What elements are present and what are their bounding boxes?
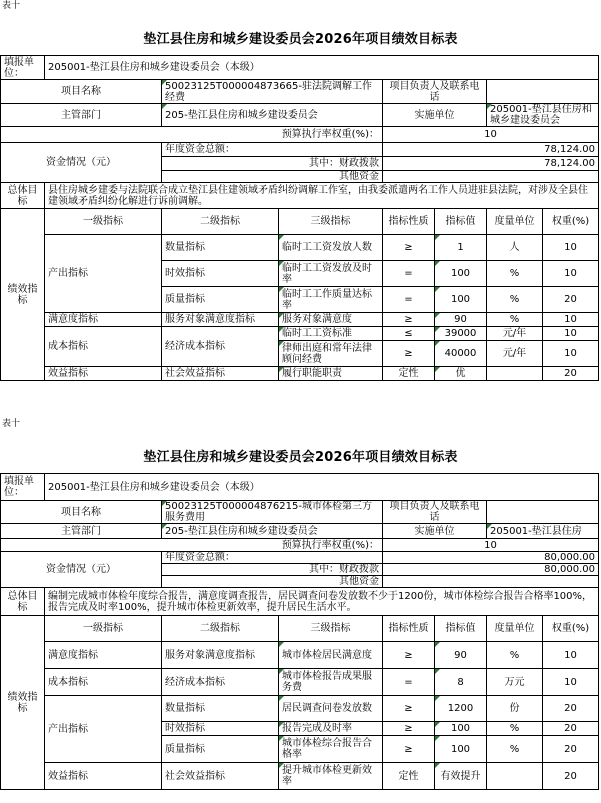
row-unit: % bbox=[487, 287, 543, 313]
row-value: 8 bbox=[435, 669, 487, 696]
row-l2: 经济成本指标 bbox=[162, 669, 279, 696]
other-label: 其他资金 bbox=[162, 171, 383, 183]
row-l3: 律师出庭和常年法律顾问经费 bbox=[279, 341, 383, 367]
row-l3: 履行职能职责 bbox=[279, 367, 383, 381]
row-l2: 质量指标 bbox=[162, 287, 279, 313]
row-value: 100 bbox=[435, 287, 487, 313]
project-leader-label: 项目负责人及联系电话 bbox=[383, 501, 487, 524]
row-unit: % bbox=[487, 642, 543, 669]
performance-table bbox=[0, 473, 599, 790]
other bbox=[383, 171, 599, 183]
row-unit: 元/年 bbox=[487, 341, 543, 367]
header-value: 指标值 bbox=[435, 616, 487, 642]
row-nature: = bbox=[383, 669, 435, 696]
table-row bbox=[1, 327, 599, 341]
row-l1: 效益指标 bbox=[45, 367, 162, 381]
perf-label: 绩效指标 bbox=[1, 616, 45, 790]
overall-target: 编制完成城市体检年度综合报告，满意度调查报告，居民调查问卷发放数不少于1200份，城市体检综合报告合格率100%，报告完成及时率100%，提升城市体检更新效率，提升居民生活水平。 bbox=[45, 588, 599, 616]
table-row bbox=[1, 367, 599, 381]
table-row bbox=[1, 696, 599, 722]
project-name-label: 项目名称 bbox=[1, 80, 162, 104]
row-l2: 经济成本指标 bbox=[162, 327, 279, 367]
fiscal: 78,124.00 bbox=[383, 157, 599, 171]
row-value: 100 bbox=[435, 261, 487, 287]
row-l3: 城市体检综合报告合格率 bbox=[279, 736, 383, 763]
row-unit: % bbox=[487, 736, 543, 763]
project-leader bbox=[487, 80, 599, 104]
row-value: 100 bbox=[435, 736, 487, 763]
row-l1: 产出指标 bbox=[45, 696, 162, 763]
perf-label: 绩效指标 bbox=[1, 209, 45, 381]
row-value: 100 bbox=[435, 722, 487, 736]
fiscal: 80,000.00 bbox=[383, 564, 599, 576]
row-value: 1 bbox=[435, 235, 487, 261]
row-unit: % bbox=[487, 313, 543, 327]
row-unit bbox=[487, 763, 543, 790]
row-l3: 居民调查问卷发放数 bbox=[279, 696, 383, 722]
row-nature: ≥ bbox=[383, 235, 435, 261]
reporting-unit-label: 填报单位： bbox=[1, 474, 45, 501]
exec-unit-label: 实施单位 bbox=[383, 524, 487, 539]
row-l2: 数量指标 bbox=[162, 235, 279, 261]
fiscal-label: 其中：财政拨款 bbox=[162, 157, 383, 171]
annual-total: 78,124.00 bbox=[383, 143, 599, 157]
header-l2: 二级指标 bbox=[162, 616, 279, 642]
row-l2: 时效指标 bbox=[162, 722, 279, 736]
dept-label: 主管部门 bbox=[1, 104, 162, 127]
row-value: 1200 bbox=[435, 696, 487, 722]
row-unit: % bbox=[487, 722, 543, 736]
row-l2: 社会效益指标 bbox=[162, 763, 279, 790]
budget-weight: 10 bbox=[383, 127, 599, 143]
row-unit bbox=[487, 367, 543, 381]
row-l2: 数量指标 bbox=[162, 696, 279, 722]
row-value: 39000 bbox=[435, 327, 487, 341]
row-l1: 产出指标 bbox=[45, 235, 162, 313]
reporting-unit: 205001-垫江县住房和城乡建设委员会（本级） bbox=[45, 474, 599, 501]
row-l3: 临时工工资发放人数 bbox=[279, 235, 383, 261]
row-nature: = bbox=[383, 261, 435, 287]
annual-total-label: 年度资金总额： bbox=[162, 143, 383, 157]
header-l1: 一级指标 bbox=[45, 616, 162, 642]
row-unit: 人 bbox=[487, 235, 543, 261]
project-name: 50023125T000004876215-城市体检第三方服务费用 bbox=[162, 501, 383, 524]
row-nature: = bbox=[383, 287, 435, 313]
project-name-label: 项目名称 bbox=[1, 501, 162, 524]
header-l3: 三级指标 bbox=[279, 209, 383, 235]
table-row bbox=[1, 669, 599, 696]
budget-weight-label: 预算执行率权重(%)： bbox=[1, 127, 383, 143]
dept-label: 主管部门 bbox=[1, 524, 162, 539]
project-leader-label: 项目负责人及联系电话 bbox=[383, 80, 487, 104]
reporting-unit: 205001-垫江县住房和城乡建设委员会（本级） bbox=[45, 56, 599, 80]
row-value: 90 bbox=[435, 642, 487, 669]
other-label: 其他资金 bbox=[162, 576, 383, 588]
row-nature: ≥ bbox=[383, 736, 435, 763]
row-unit: 份 bbox=[487, 696, 543, 722]
row-weight: 10 bbox=[543, 261, 599, 287]
row-weight: 20 bbox=[543, 287, 599, 313]
row-weight: 20 bbox=[543, 736, 599, 763]
header-l3: 三级指标 bbox=[279, 616, 383, 642]
row-l2: 服务对象满意度指标 bbox=[162, 313, 279, 327]
header-unit: 度量单位 bbox=[487, 209, 543, 235]
row-l1: 满意度指标 bbox=[45, 313, 162, 327]
row-weight: 10 bbox=[543, 327, 599, 341]
budget-weight: 10 bbox=[383, 539, 599, 552]
row-l1: 成本指标 bbox=[45, 669, 162, 696]
exec-unit: 205001-垫江县住房和城乡建设委员会 bbox=[487, 104, 599, 127]
row-unit: 万元 bbox=[487, 669, 543, 696]
row-l3: 临时工工资标准 bbox=[279, 327, 383, 341]
row-weight: 20 bbox=[543, 367, 599, 381]
row-nature: ≥ bbox=[383, 722, 435, 736]
overall-label: 总体目标 bbox=[1, 183, 45, 209]
row-weight: 10 bbox=[543, 341, 599, 367]
dept: 205-垫江县住房和城乡建设委员会 bbox=[162, 524, 383, 539]
fiscal-label: 其中：财政拨款 bbox=[162, 564, 383, 576]
row-nature: ≥ bbox=[383, 642, 435, 669]
row-nature: ≥ bbox=[383, 696, 435, 722]
row-value: 40000 bbox=[435, 341, 487, 367]
table-row bbox=[1, 642, 599, 669]
row-l2: 质量指标 bbox=[162, 736, 279, 763]
header-weight: 权重(%) bbox=[543, 209, 599, 235]
row-l3: 提升城市体检更新效率 bbox=[279, 763, 383, 790]
header-value: 指标值 bbox=[435, 209, 487, 235]
funds-label: 资金情况（元） bbox=[1, 552, 162, 588]
form-tag: 表十 bbox=[2, 419, 21, 429]
row-l1: 满意度指标 bbox=[45, 642, 162, 669]
row-l2: 时效指标 bbox=[162, 261, 279, 287]
row-nature: 定性 bbox=[383, 763, 435, 790]
dept: 205-垫江县住房和城乡建设委员会 bbox=[162, 104, 383, 127]
row-l1: 效益指标 bbox=[45, 763, 162, 790]
row-weight: 10 bbox=[543, 642, 599, 669]
row-l3: 报告完成及时率 bbox=[279, 722, 383, 736]
row-l3: 城市体检居民满意度 bbox=[279, 642, 383, 669]
row-weight: 10 bbox=[543, 313, 599, 327]
form-tag: 表十 bbox=[2, 1, 21, 11]
header-nature: 指标性质 bbox=[383, 209, 435, 235]
project-leader bbox=[487, 501, 599, 524]
row-value: 90 bbox=[435, 313, 487, 327]
row-nature: 定性 bbox=[383, 367, 435, 381]
project-name: 50023125T000004873665-驻法院调解工作经费 bbox=[162, 80, 383, 104]
row-l3: 城市体检报告成果服务费 bbox=[279, 669, 383, 696]
annual-total-label: 年度资金总额： bbox=[162, 552, 383, 564]
row-l1: 成本指标 bbox=[45, 327, 162, 367]
row-l2: 社会效益指标 bbox=[162, 367, 279, 381]
overall-label: 总体目标 bbox=[1, 588, 45, 616]
exec-unit: 205001-垫江县住房 bbox=[487, 524, 599, 539]
header-unit: 度量单位 bbox=[487, 616, 543, 642]
overall-target: 县住房城乡建委与法院联合成立垫江县住建领域矛盾纠纷调解工作室，由我委派遣两名工作人员进驻县法院，对涉及全县住建领域矛盾纠纷化解进行诉前调解。 bbox=[45, 183, 599, 209]
performance-table bbox=[0, 55, 599, 381]
exec-unit-label: 实施单位 bbox=[383, 104, 487, 127]
row-l3: 临时工工作质量达标率 bbox=[279, 287, 383, 313]
row-nature: ≤ bbox=[383, 327, 435, 341]
row-value: 有效提升 bbox=[435, 763, 487, 790]
header-l2: 二级指标 bbox=[162, 209, 279, 235]
row-weight: 10 bbox=[543, 235, 599, 261]
row-unit: % bbox=[487, 261, 543, 287]
row-value: 优 bbox=[435, 367, 487, 381]
row-weight: 20 bbox=[543, 763, 599, 790]
form-title: 垫江县住房和城乡建设委员会2026年项目绩效目标表 bbox=[143, 450, 458, 465]
row-weight: 20 bbox=[543, 696, 599, 722]
funds-label: 资金情况（元） bbox=[1, 143, 162, 183]
reporting-unit-label: 填报单位： bbox=[1, 56, 45, 80]
row-nature: ≥ bbox=[383, 313, 435, 327]
row-weight: 20 bbox=[543, 722, 599, 736]
annual-total: 80,000.00 bbox=[383, 552, 599, 564]
row-l2: 服务对象满意度指标 bbox=[162, 642, 279, 669]
row-nature: ≥ bbox=[383, 341, 435, 367]
header-l1: 一级指标 bbox=[45, 209, 162, 235]
budget-weight-label: 预算执行率权重(%)： bbox=[1, 539, 383, 552]
form-2 bbox=[0, 418, 601, 803]
header-weight: 权重(%) bbox=[543, 616, 599, 642]
table-row bbox=[1, 235, 599, 261]
row-unit: 元/年 bbox=[487, 327, 543, 341]
other bbox=[383, 576, 599, 588]
row-l3: 临时工工资发放及时率 bbox=[279, 261, 383, 287]
header-nature: 指标性质 bbox=[383, 616, 435, 642]
row-weight: 10 bbox=[543, 669, 599, 696]
form-title: 垫江县住房和城乡建设委员会2026年项目绩效目标表 bbox=[143, 32, 458, 47]
table-row bbox=[1, 763, 599, 790]
row-l3: 服务对象满意度 bbox=[279, 313, 383, 327]
table-row bbox=[1, 313, 599, 327]
